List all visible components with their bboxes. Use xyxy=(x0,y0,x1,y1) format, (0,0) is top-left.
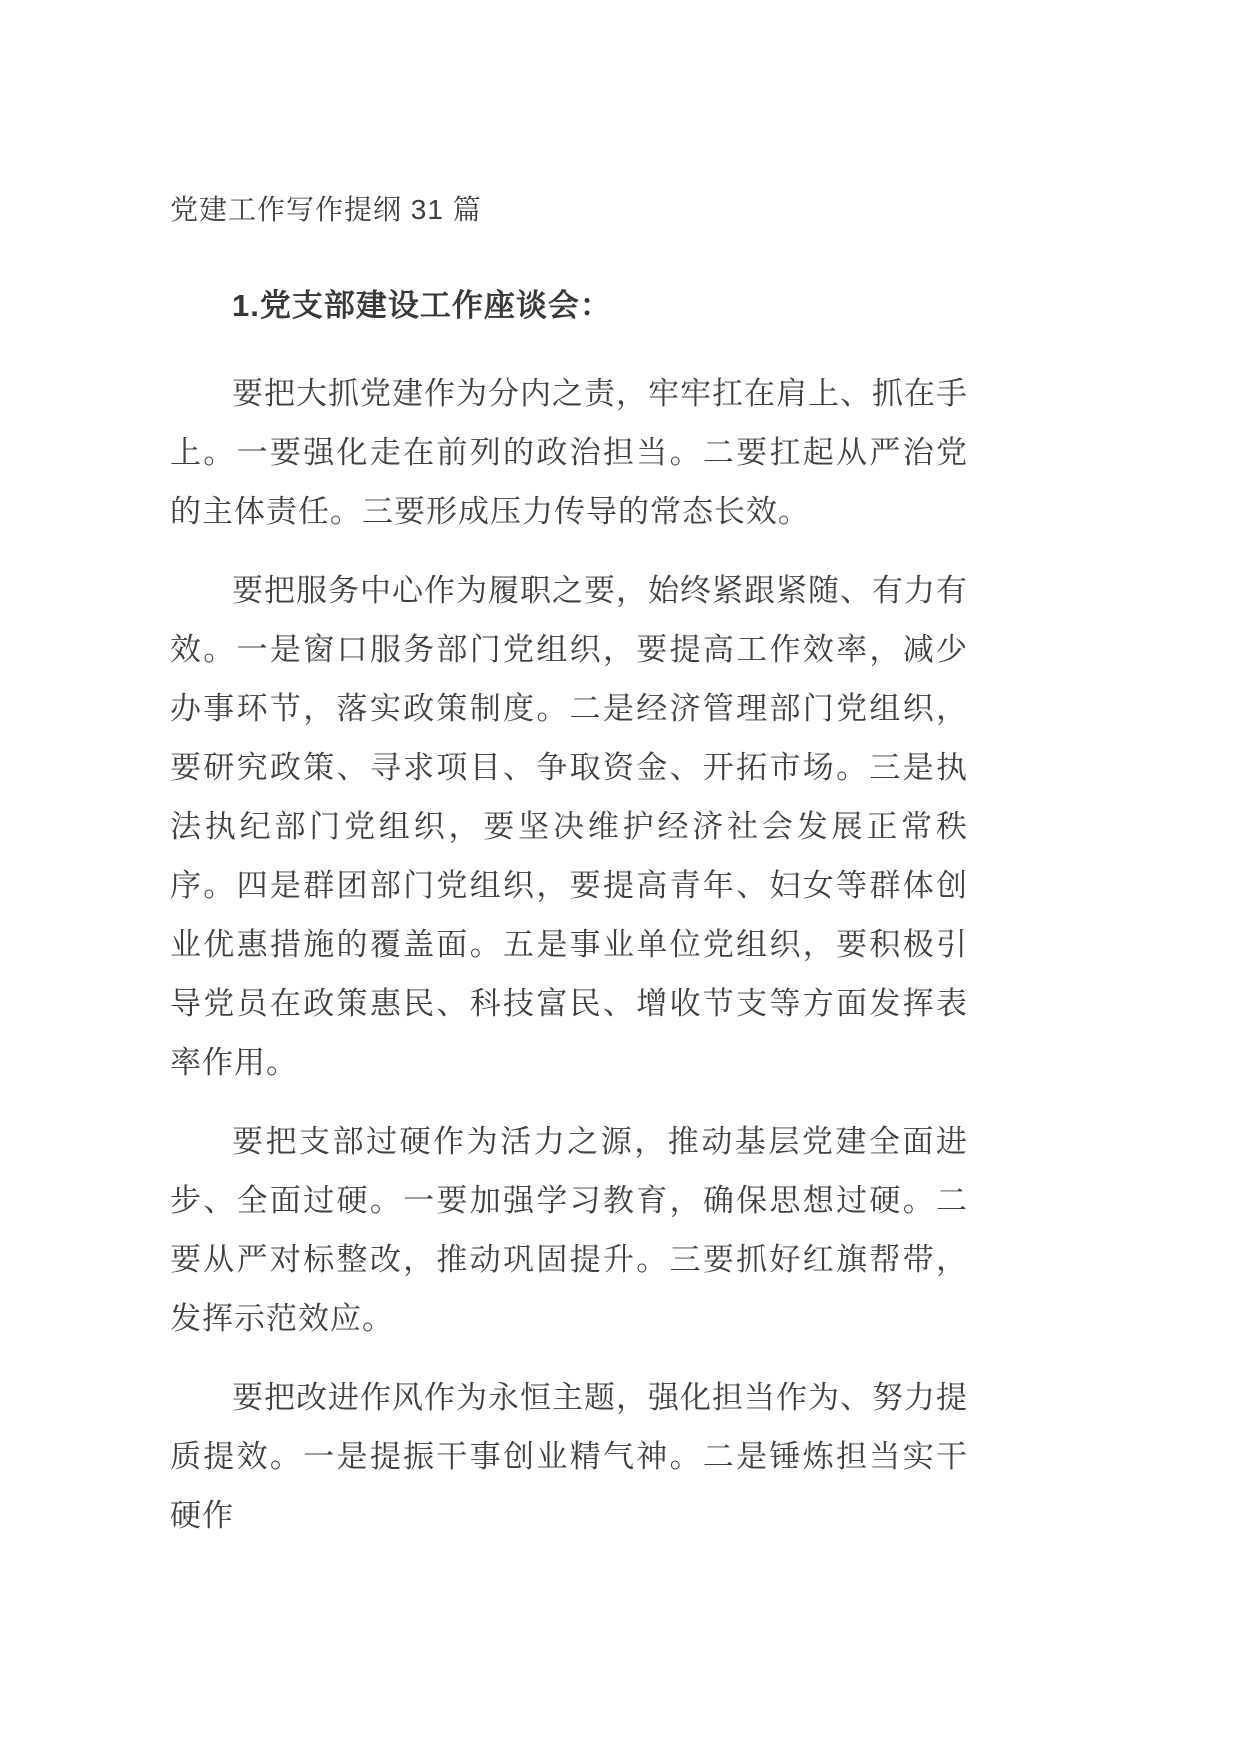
section-heading: 1.党支部建设工作座谈会： xyxy=(232,288,612,323)
paragraph-4: 要把改进作风作为永恒主题，强化担当作为、努力提质提效。一是提振干事创业精气神。二是锤炼担当实干硬作 xyxy=(170,1380,968,1533)
paragraph-1: 要把大抓党建作为分内之责，牢牢扛在肩上、抓在手上。一要强化走在前列的政治担当。二要扛起从严治党的主体责任。三要形成压力传导的常态长效。 xyxy=(170,376,968,529)
paragraph-2: 要把服务中心作为履职之要，始终紧跟紧随、有力有效。一是窗口服务部门党组织，要提高工作效率，减少办事环节，落实政策制度。二是经济管理部门党组织，要研究政策、寻求项目、争取资金、开拓市场。三是执法执纪部门党组织，要坚决维护经济社会发展正常秩序。四是群团部门党组织，要提高青年、妇女等群体创业优惠措施的覆盖面。五是事业单位党组织，要积极引导党员在政策惠民、科技富民、增收节支等方面发挥表率作用。 xyxy=(170,573,968,1080)
paragraph-3: 要把支部过硬作为活力之源，推动基层党建全面进步、全面过硬。一要加强学习教育，确保思想过硬。二要从严对标整改，推动巩固提升。三要抓好红旗帮带，发挥示范效应。 xyxy=(170,1124,968,1336)
document-title: 党建工作写作提纲 31 篇 xyxy=(170,194,482,225)
